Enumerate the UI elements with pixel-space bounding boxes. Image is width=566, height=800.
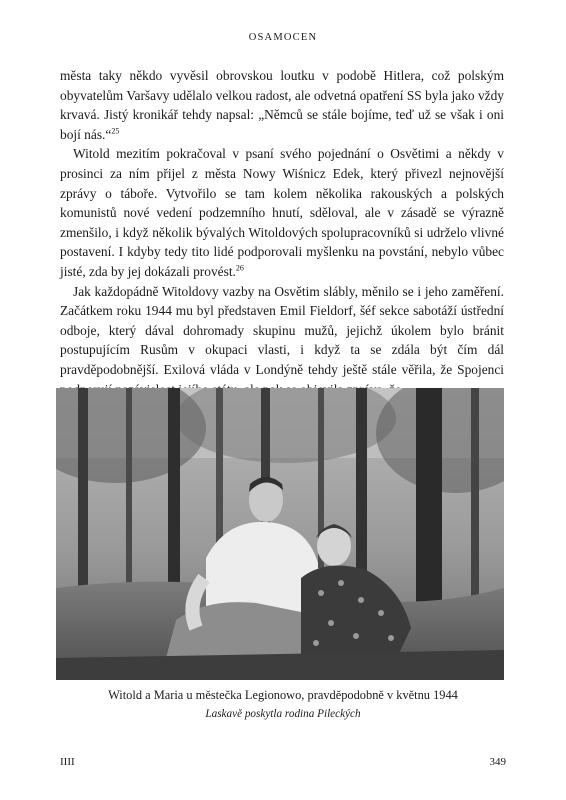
paragraph-1-text: města taky někdo vyvěsil obrovskou loutku v podobě Hitlera, což polským obyvatelům Varšavy udělalo velkou radost, ale odvetná opatření SS byla jako vždy krvavá. Jistý kronikář tehdy napsal: „Němců se stále bojíme, teď už se však i oni bojí nás.“ <box>60 68 504 142</box>
paragraph-1 <box>60 66 504 144</box>
running-head: OSAMOCEN <box>248 32 318 43</box>
footer-marker: IIII <box>60 756 75 768</box>
photo-credit: Laskavě poskytla rodina Pileckých <box>205 708 361 720</box>
paragraph-2 <box>60 144 504 281</box>
body-text <box>60 66 504 399</box>
page-number: 349 <box>489 756 506 768</box>
paragraph-3 <box>60 282 504 400</box>
paragraph-2-text: Witold mezitím pokračoval v psaní svého pojednání o Osvětimi a někdy v prosinci za ním přijel z města Nowy Wiśnicz Edek, který přivezl nejnovější zprávy o táboře. Vytvořilo se tam kolem několika rakouských a polských komunistů nové vedení podzemního hnutí, sděloval, ale v zásadě se výrazně zmenšilo, i když několik bývalých Witoldových spolupracovníků si udrželo vlivné postavení. I kdyby tedy tito lidé podporovali myšlenku na povstání, nebylo vůbec jisté, zda by jej dokázali provést. <box>60 146 504 279</box>
paragraph-3-text: Jak každopádně Witoldovy vazby na Osvětim slábly, měnilo se i jeho zaměření. Začátkem roku 1944 mu byl představen Emil Fieldorf, šéf sekce sabotáží ústřední odboje, který dával dohromady skupinu mužů, jejichž úkolem bylo bránit postupujícím Rusům v okupaci vlasti, i když ta se zdála být čím dál pravděpodobnější. Exilová vláda v Londýně tehdy ještě stále věřila, že Spojenci <box>60 283 504 377</box>
photograph <box>56 388 504 680</box>
footnote-ref-25[interactable]: 25 <box>111 126 120 136</box>
photo-caption: Witold a Maria u městečka Legionowo, pravděpodobně v květnu 1944 <box>108 688 458 702</box>
footnote-ref-26[interactable]: 26 <box>235 263 244 273</box>
